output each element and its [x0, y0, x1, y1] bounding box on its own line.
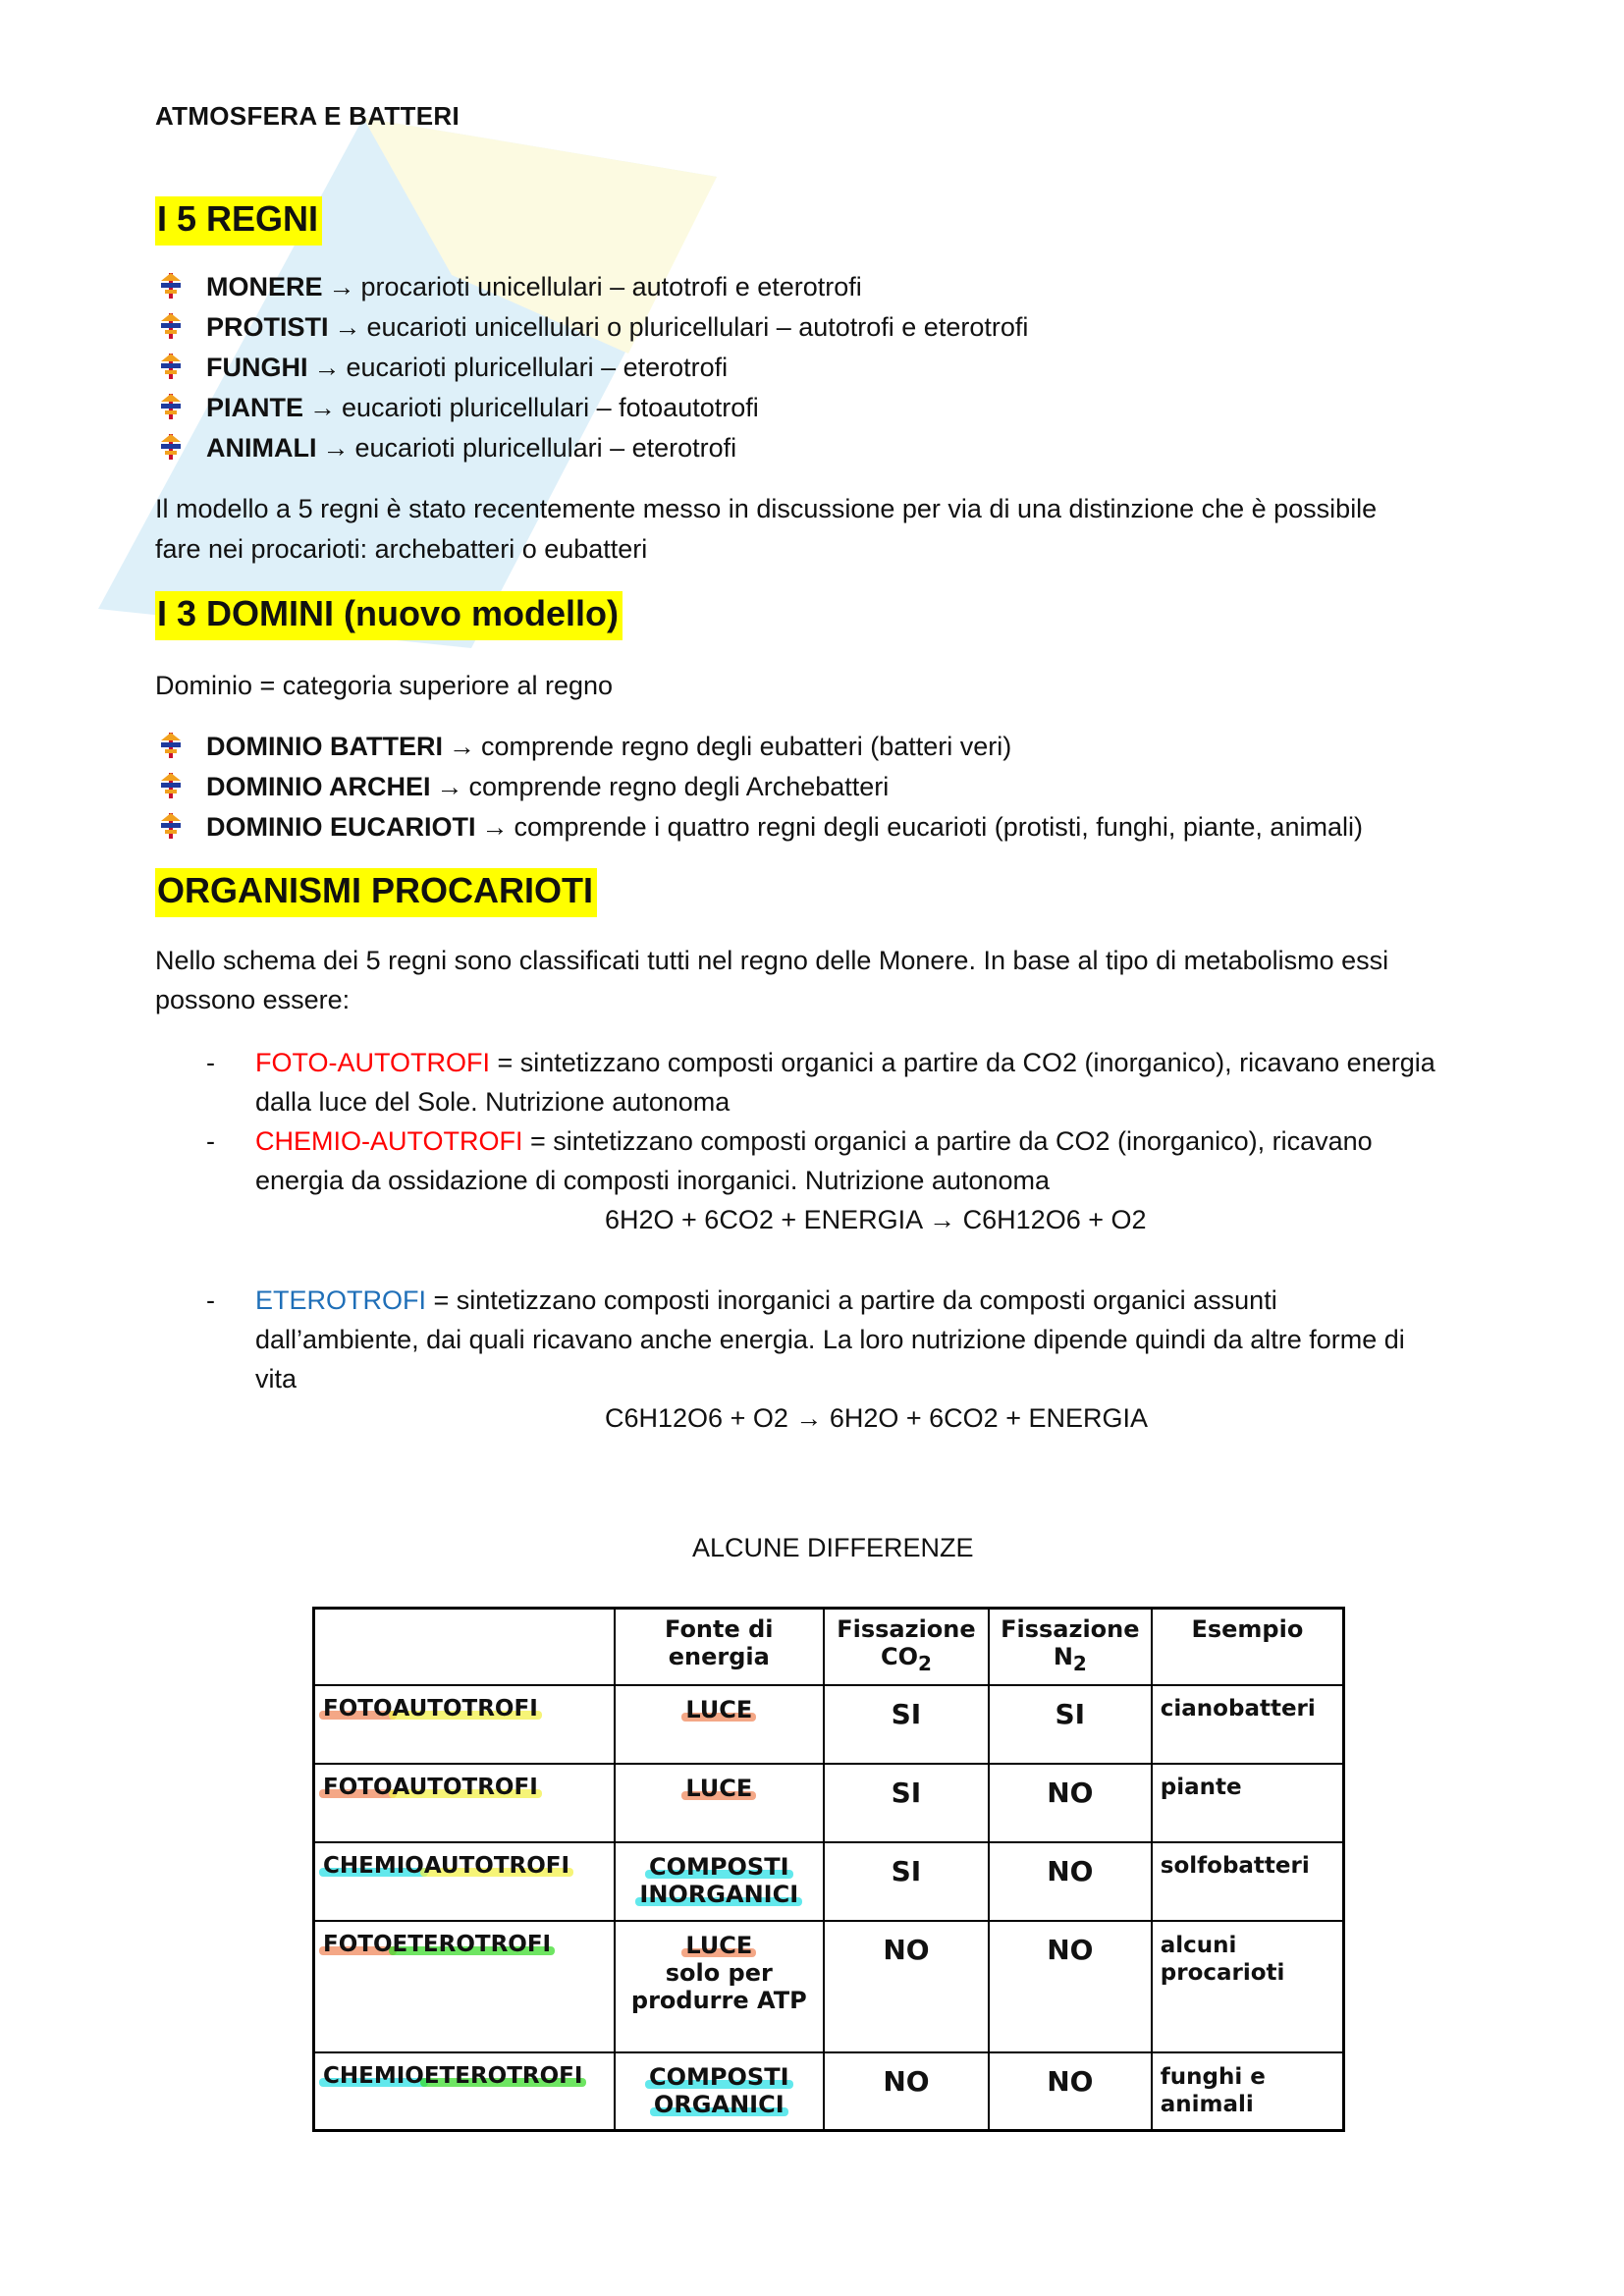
item-term: DOMINIO EUCARIOTI — [206, 812, 476, 842]
type-prefix: FOTO — [323, 1774, 393, 1800]
table-row — [314, 2052, 1344, 2131]
list-item — [206, 807, 1363, 847]
paragraph-line: dalla luce del Sole. Nutrizione autonoma — [255, 1087, 731, 1117]
esempio-text: procarioti — [1160, 1959, 1285, 1986]
header-text: Esempio — [1191, 1615, 1304, 1643]
table-caption: ALCUNE DIFFERENZE — [692, 1533, 974, 1562]
row-type — [314, 1685, 615, 1764]
fonte-text: solo per — [665, 1958, 773, 1987]
header-esempio — [1152, 1609, 1344, 1685]
table-row — [314, 1685, 1344, 1764]
list-item — [206, 307, 1028, 347]
item-term: DOMINIO BATTERI — [206, 732, 443, 761]
fonte-text: ORGANICI — [653, 2090, 785, 2118]
table-row — [314, 1921, 1344, 2052]
bullet-arrow-icon — [159, 394, 183, 419]
header-text: Fissazione — [837, 1615, 976, 1643]
item-term: ANIMALI — [206, 433, 317, 463]
heading-procarioti: ORGANISMI PROCARIOTI — [155, 868, 597, 917]
fonte-text: INORGANICI — [639, 1880, 799, 1908]
header-subscript: 2 — [917, 1651, 932, 1675]
definition-text: = sintetizzano composti organici a partire da CO2 (inorganico), ricavano — [522, 1126, 1373, 1156]
row-n2: NO — [989, 1764, 1152, 1842]
list-item — [206, 727, 1011, 766]
type-prefix: FOTO — [323, 1931, 393, 1957]
type-suffix: AUTOTROFI — [392, 1774, 538, 1800]
item-desc: eucarioti pluricellulari – fotoautotrofi — [342, 393, 759, 422]
type-prefix: FOTO — [323, 1695, 393, 1722]
item-term: FUNGHI — [206, 353, 308, 382]
table-row — [314, 1842, 1344, 1921]
paragraph-line: energia da ossidazione di composti inorganici. Nutrizione autonoma — [255, 1166, 1050, 1195]
type-prefix: CHEMIO — [323, 2062, 424, 2089]
heading-5-regni: I 5 REGNI — [155, 196, 322, 246]
dash-marker: - — [206, 1285, 215, 1315]
item-term: MONERE — [206, 272, 323, 301]
heading-3-domini: I 3 DOMINI (nuovo modello) — [155, 591, 623, 640]
esempio-text: animali — [1160, 2091, 1254, 2117]
row-type — [314, 2052, 615, 2131]
item-desc: comprende i quattro regni degli eucarioti (protisti, funghi, piante, animali) — [514, 812, 1363, 842]
chemio-autotrofi-line — [255, 1121, 1373, 1161]
arrow-icon: → — [322, 433, 350, 463]
item-desc: comprende regno degli eubatteri (batteri veri) — [480, 732, 1012, 761]
item-term: PIANTE — [206, 393, 304, 422]
term-eterotrofi: ETEROTROFI — [255, 1285, 426, 1315]
item-desc: eucarioti pluricellulari – eterotrofi — [354, 433, 737, 463]
row-type — [314, 1921, 615, 2052]
bullet-arrow-icon — [159, 733, 183, 758]
row-n2: NO — [989, 1921, 1152, 2052]
bullet-arrow-icon — [159, 313, 183, 339]
paragraph-line: vita — [255, 1364, 298, 1394]
row-co2: SI — [824, 1842, 989, 1921]
equation-photosynthesis: 6H2O + 6CO2 + ENERGIA → C6H12O6 + O2 — [605, 1205, 1147, 1234]
domain-definition: Dominio = categoria superiore al regno — [155, 671, 614, 700]
type-prefix: CHEMIO — [323, 1852, 424, 1879]
fonte-text: LUCE — [685, 1931, 753, 1959]
arrow-icon: → — [313, 353, 341, 382]
type-suffix: ETEROTROFI — [423, 2062, 583, 2089]
row-n2: NO — [989, 1842, 1152, 1921]
item-desc: eucarioti pluricellulari – eterotrofi — [346, 353, 729, 382]
list-item — [206, 348, 728, 387]
paragraph-line: dall’ambiente, dai quali ricavano anche energia. La loro nutrizione dipende quindi da altre forme di — [255, 1325, 1405, 1354]
header-co2 — [824, 1609, 989, 1685]
dash-marker: - — [206, 1126, 215, 1156]
paragraph-line: Il modello a 5 regni è stato recentemente messo in discussione per via di una distinzione che è possibile — [155, 494, 1378, 523]
fonte-text: COMPOSTI — [649, 2062, 789, 2091]
bullet-arrow-icon — [159, 813, 183, 839]
row-fonte — [615, 2052, 824, 2131]
header-fonte — [615, 1609, 824, 1685]
row-esempio — [1152, 1921, 1344, 2052]
table-header-row — [314, 1609, 1344, 1685]
row-esempio: cianobatteri — [1152, 1685, 1344, 1764]
equation-respiration: C6H12O6 + O2 → 6H2O + 6CO2 + ENERGIA — [605, 1403, 1148, 1433]
row-n2: SI — [989, 1685, 1152, 1764]
row-fonte — [615, 1764, 824, 1842]
doc-title: ATMOSFERA E BATTERI — [155, 101, 460, 131]
header-text: Fonte di — [665, 1615, 774, 1643]
paragraph-line: fare nei procarioti: archebatteri o eubatteri — [155, 534, 648, 564]
definition-text: = sintetizzano composti organici a partire da CO2 (inorganico), ricavano energia — [490, 1048, 1435, 1077]
type-suffix: ETEROTROFI — [392, 1931, 552, 1957]
header-subscript: 2 — [1072, 1651, 1087, 1675]
type-suffix: AUTOTROFI — [392, 1695, 538, 1722]
row-n2: NO — [989, 2052, 1152, 2131]
arrow-icon: → — [448, 732, 475, 761]
item-desc: comprende regno degli Archebatteri — [468, 772, 890, 801]
bullet-arrow-icon — [159, 434, 183, 460]
bullet-arrow-icon — [159, 273, 183, 299]
header-n2 — [989, 1609, 1152, 1685]
fonte-text: LUCE — [685, 1695, 753, 1723]
esempio-text: alcuni — [1160, 1932, 1237, 1958]
dash-marker: - — [206, 1048, 215, 1077]
list-item — [206, 388, 759, 427]
row-type — [314, 1842, 615, 1921]
row-co2: NO — [824, 1921, 989, 2052]
header-empty — [314, 1609, 615, 1685]
row-fonte — [615, 1842, 824, 1921]
paragraph-line: Nello schema dei 5 regni sono classificati tutti nel regno delle Monere. In base al tipo di metabolismo essi — [155, 946, 1389, 975]
row-type — [314, 1764, 615, 1842]
header-text: energia — [668, 1643, 770, 1670]
row-co2: SI — [824, 1764, 989, 1842]
fonte-text: produrre ATP — [630, 1986, 807, 2014]
term-foto-autotrofi: FOTO-AUTOTROFI — [255, 1048, 490, 1077]
definition-text: = sintetizzano composti inorganici a partire da composti organici assunti — [426, 1285, 1277, 1315]
row-esempio: piante — [1152, 1764, 1344, 1842]
header-text: Fissazione — [1001, 1615, 1140, 1643]
row-esempio — [1152, 2052, 1344, 2131]
term-chemio-autotrofi: CHEMIO-AUTOTROFI — [255, 1126, 523, 1156]
row-co2: SI — [824, 1685, 989, 1764]
arrow-icon: → — [436, 772, 463, 801]
item-term: DOMINIO ARCHEI — [206, 772, 431, 801]
arrow-icon: → — [328, 272, 355, 301]
list-item — [206, 428, 736, 467]
paragraph-line: possono essere: — [155, 985, 351, 1014]
row-co2: NO — [824, 2052, 989, 2131]
header-text: CO — [880, 1643, 918, 1670]
table-row — [314, 1764, 1344, 1842]
row-esempio: solfobatteri — [1152, 1842, 1344, 1921]
bullet-arrow-icon — [159, 354, 183, 379]
item-term: PROTISTI — [206, 312, 329, 342]
foto-autotrofi-line — [255, 1043, 1435, 1082]
eterotrofi-line — [255, 1281, 1277, 1320]
header-text: N — [1053, 1643, 1073, 1670]
bullet-arrow-icon — [159, 773, 183, 798]
list-item — [206, 767, 889, 806]
row-fonte — [615, 1921, 824, 2052]
arrow-icon: → — [334, 312, 361, 342]
esempio-text: funghi e — [1160, 2063, 1266, 2090]
arrow-icon: → — [481, 812, 509, 842]
fonte-text: COMPOSTI — [649, 1852, 789, 1881]
arrow-icon: → — [309, 393, 337, 422]
item-desc: procarioti unicellulari – autotrofi e eterotrofi — [360, 272, 862, 301]
list-item — [206, 267, 862, 306]
type-suffix: AUTOTROFI — [423, 1852, 570, 1879]
differences-table — [312, 1607, 1345, 2132]
fonte-text: LUCE — [685, 1774, 753, 1802]
item-desc: eucarioti unicellulari o pluricellulari – autotrofi e eterotrofi — [366, 312, 1029, 342]
row-fonte — [615, 1685, 824, 1764]
